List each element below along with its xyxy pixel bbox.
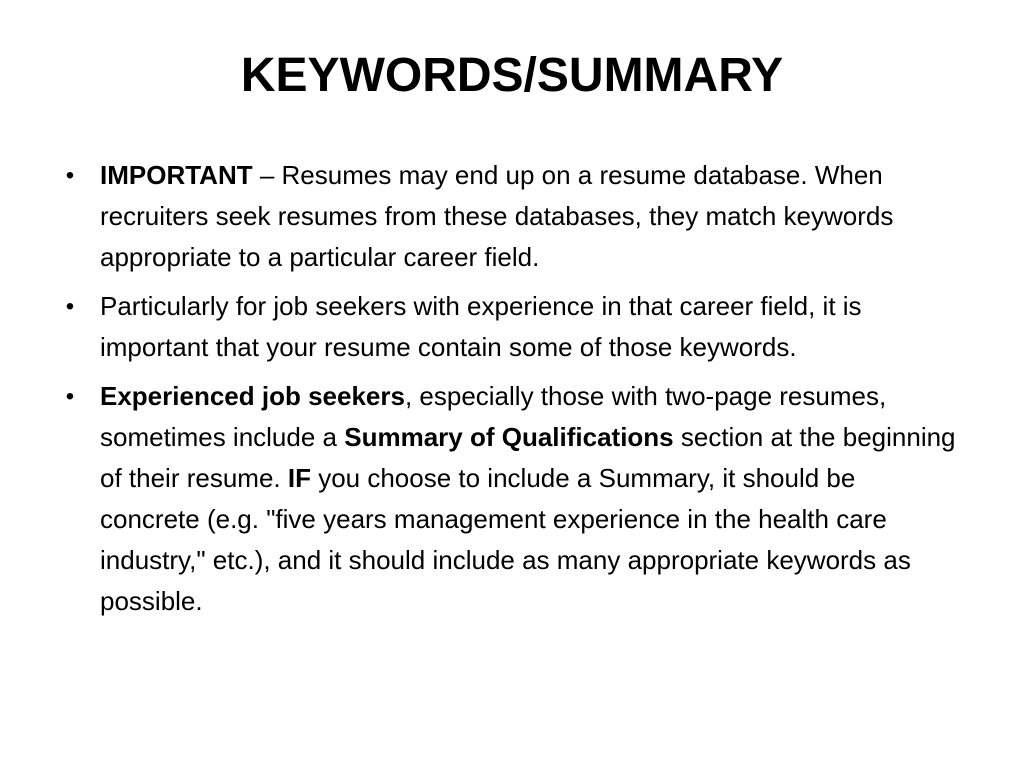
slide-title: KEYWORDS/SUMMARY <box>240 49 784 102</box>
bullet-important <box>60 155 960 278</box>
bullet-important-label: IMPORTANT <box>100 160 253 190</box>
bullet-experienced-text-3: you choose to include a Summary, it should be concrete (e.g. "five years management experience in the health care industry," etc.), and it should include as many appropriate keywords as possible. <box>100 463 911 616</box>
bullet-dot-icon: • <box>65 383 75 410</box>
bullet-experienced-text-1: , especially those with two-page resumes, sometimes include a <box>100 381 887 452</box>
bullet-important-text: – Resumes may end up on a resume database. When recruiters seek resumes from these databases, they match keywords appropriate to a particular career field. <box>100 160 894 272</box>
if-emphasis: IF <box>287 463 311 493</box>
bullet-dot-icon: • <box>65 162 75 189</box>
bullet-job-seekers-text: Particularly for job seekers with experience in that career field, it is important that your resume contain some of those keywords. <box>100 291 862 362</box>
bullet-list <box>60 155 960 630</box>
bullet-dot-icon: • <box>65 293 75 320</box>
bullet-experienced <box>60 376 960 622</box>
bullet-experienced-text-2: section at the beginning of their resume. <box>100 422 956 493</box>
summary-of-qualifications-term: Summary of Qualifications <box>344 422 674 452</box>
bullet-job-seekers <box>60 286 960 368</box>
bullet-experienced-label: Experienced job seekers <box>100 381 405 411</box>
